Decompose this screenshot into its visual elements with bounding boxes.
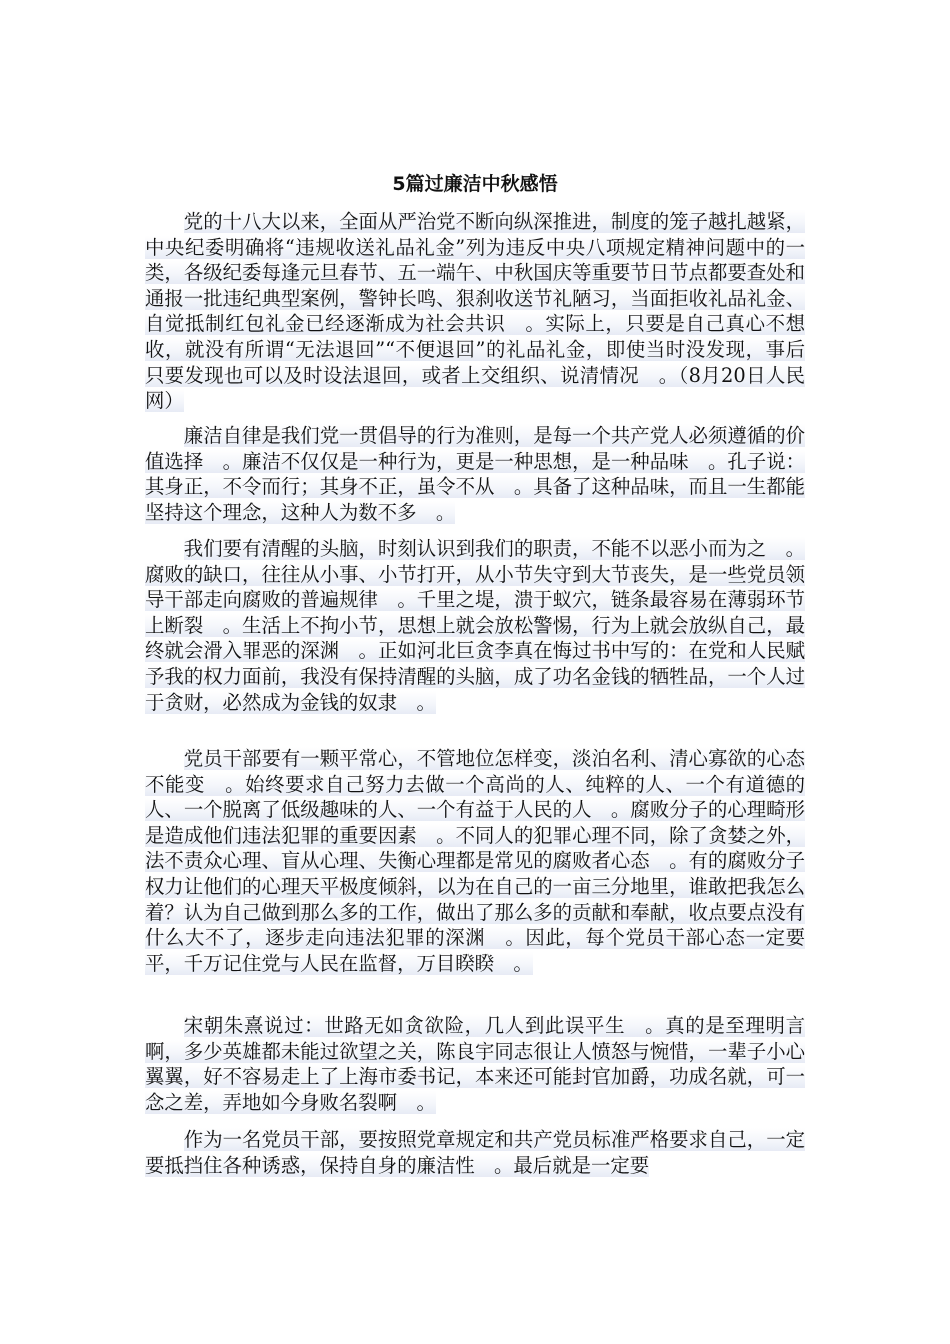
document-title: 5篇过廉洁中秋感悟 bbox=[392, 173, 558, 195]
paragraph bbox=[145, 1127, 805, 1178]
paragraph bbox=[145, 423, 805, 525]
paragraph bbox=[145, 746, 805, 976]
paragraph-text: 作为一名党员干部，要按照党章规定和共产党员标准严格要求自己，一定要抵挡住各种诱惑，保持自身的廉洁性 。最后就是一定要 bbox=[145, 1128, 805, 1177]
paragraph-text: 党的十八大以来，全面从严治党不断向纵深推进，制度的笼子越扎越紧，中央纪委明确将“违规收送礼品礼金”列为违反中央八项规定精神问题中的一类，各级纪委每逢元旦春节、五一端午、中秋国庆等重要节日节点都要查处和通报一批违纪典型案例，警钟长鸣、狠刹收送节礼陋习，当面拒收礼品礼金、自觉抵制红包礼金已经逐渐成为社会共识 。实际上，只要是自己真心不想收，就没有所谓“无法退回”“不便退回”的礼品礼金，即使当时没发现，事后只要发现也可以及时设法退回，或者上交组织、说清情况 。（8月20日人民网） bbox=[145, 210, 805, 413]
paragraph-text: 廉洁自律是我们党一贯倡导的行为准则，是每一个共产党人必须遵循的价值选择 。廉洁不仅仅是一种行为，更是一种思想，是一种品味 。孔子说：其身正，不令而行；其身不正，虽令不从 。具备了这种品味，而且一生都能坚持这个理念，这种人为数不多 。 bbox=[145, 424, 805, 524]
paragraph-text: 党员干部要有一颗平常心，不管地位怎样变，淡泊名利、清心寡欲的心态不能变 。始终要求自己努力去做一个高尚的人、纯粹的人、一个有道德的人、一个脱离了低级趣味的人、一个有益于人民的人 。腐败分子的心理畸形是造成他们违法犯罪的重要因素 。不同人的犯罪心理不同，除了贪婪之外，法不责众心理、盲从心理、失衡心理都是常见的腐败者心态 。有的腐败分子权力让他们的心理天平极度倾斜，以为在自己的一亩三分地里，谁敢把我怎么着？认为自己做到那么多的工作，做出了那么多的贡献和奉献，收点要点没有什么大不了，逐步走向违法犯罪的深渊 。因此，每个党员干部心态一定要平，千万记住党与人民在监督，万目睽睽 。 bbox=[145, 747, 805, 975]
paragraph-text: 宋朝朱熹说过：世路无如贪欲险，几人到此误平生 。真的是至理明言啊，多少英雄都未能过欲望之关，陈良宇同志很让人愤怒与惋惜，一辈子小心翼翼，好不容易走上了上海市委书记，本来还可能封官加爵，功成名就，可一念之差，弄地如今身败名裂啊 。 bbox=[145, 1014, 805, 1114]
paragraph-text: 我们要有清醒的头脑，时刻认识到我们的职责，不能不以恶小而为之 。腐败的缺口，往往从小事、小节打开，从小节失守到大节丧失，是一些党员领导干部走向腐败的普遍规律 。千里之堤，溃于蚁穴，链条最容易在薄弱环节上断裂 。生活上不拘小节，思想上就会放松警惕，行为上就会放纵自己，最终就会滑入罪恶的深渊 。正如河北巨贪李真在悔过书中写的：在党和人民赋予我的权力面前，我没有保持清醒的头脑，成了功名金钱的牺牲品，一个人过于贪财，必然成为金钱的奴隶 。 bbox=[145, 537, 805, 714]
paragraph bbox=[145, 209, 805, 414]
paragraph bbox=[145, 1013, 805, 1115]
paragraph bbox=[145, 536, 805, 715]
